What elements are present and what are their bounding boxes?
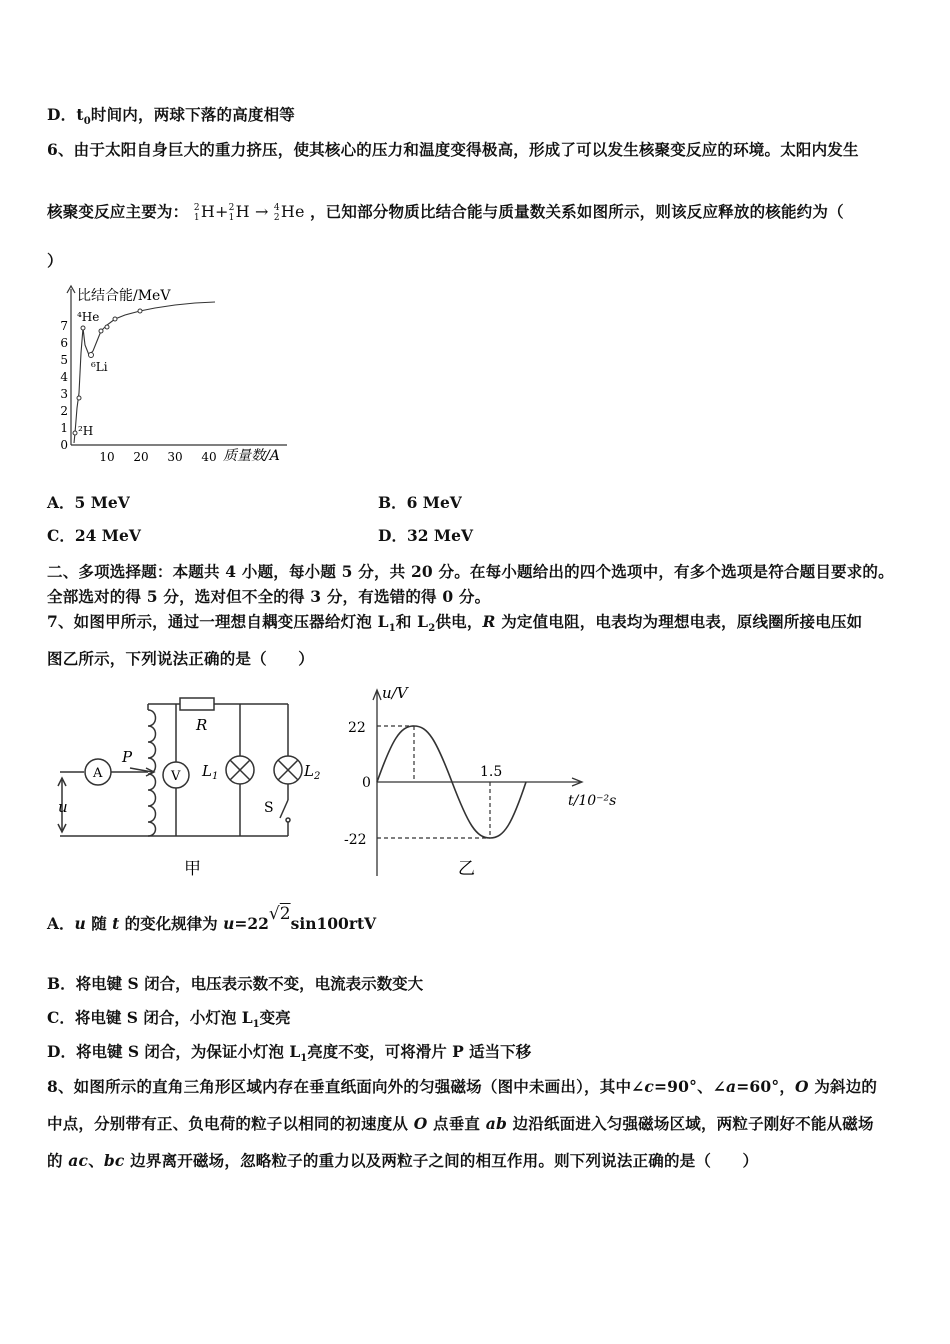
wave-v-pos: 22 xyxy=(348,720,366,736)
q6-option-d[interactable]: D．32 MeV xyxy=(378,526,473,545)
label-h: ²H xyxy=(78,424,94,438)
graph-ylabel: 比结合能/MeV xyxy=(77,288,171,304)
switch-icon xyxy=(280,800,288,818)
label-he: ⁴He xyxy=(77,310,100,324)
voltage-waveform xyxy=(340,680,620,890)
wave-t-mark: 1.5 xyxy=(480,764,503,780)
wave-caption: 乙 xyxy=(458,859,475,879)
xtick-20: 20 xyxy=(133,450,149,464)
wave-xlabel: t/10⁻²s xyxy=(568,793,617,809)
ytick-1: 1 xyxy=(60,421,68,435)
resistor-icon xyxy=(180,698,214,710)
label-li: ⁶Li xyxy=(91,360,108,374)
switch-label: S xyxy=(264,800,274,816)
q6-option-c[interactable]: C．24 MeV xyxy=(47,526,141,545)
ytick-0: 0 xyxy=(60,438,68,452)
xtick-30: 30 xyxy=(167,450,183,464)
resistor-label: R xyxy=(196,716,208,734)
q6-line3: ） xyxy=(47,251,63,270)
ammeter-label: A xyxy=(93,766,103,781)
ytick-4: 4 xyxy=(60,370,68,384)
l1-label: $L_1$ xyxy=(202,762,219,782)
xtick-40: 40 xyxy=(201,450,217,464)
circuit-diagram xyxy=(50,690,340,890)
section2-line1: 二、多项选择题：本题共 4 小题，每小题 5 分，共 20 分。在每小题给出的四个选项中，有多个选项是符合题目要求的。 xyxy=(47,562,894,581)
q7-line1: 7、如图甲所示，通过一理想自耦变压器给灯泡 $L_1$和 $L_2$供电，R 为定值电阻，电表均为理想电表，原线圈所接电压如 xyxy=(47,612,863,635)
q7-option-d[interactable]: D．将电键 S 闭合，为保证小灯泡 $L_1$亮度不变，可将滑片 P 适当下移 xyxy=(47,1042,532,1065)
wave-v-neg: -22 xyxy=(344,832,367,848)
point-h xyxy=(73,431,77,435)
voltmeter-label: V xyxy=(171,769,181,784)
section2-line2: 全部选对的得 5 分，选对但不全的得 3 分，有选错的得 0 分。 xyxy=(47,587,491,606)
q7-option-a[interactable]: A．u 随 t 的变化规律为 u=22√2sin100rtV xyxy=(47,904,377,933)
ytick-5: 5 xyxy=(60,353,68,367)
graph-xlabel: 质量数/A xyxy=(223,448,280,464)
ytick-6: 6 xyxy=(60,336,68,350)
point-li xyxy=(89,353,94,358)
q6-line2: 核聚变反应主要为： 2 1 H+ 2 1 H → 4 2 He ，已知部分物质比结合能与质量数关系如图所示，则该反应释放的核能约为（ xyxy=(47,202,844,223)
wave-zero: 0 xyxy=(362,775,371,791)
q7-option-b[interactable]: B．将电键 S 闭合，电压表示数不变，电流表示数变大 xyxy=(47,974,424,993)
ytick-3: 3 xyxy=(60,387,68,401)
q7-option-c[interactable]: C．将电键 S 闭合，小灯泡 $L_1$变亮 xyxy=(47,1008,291,1031)
prev-option-d: D．$t_0$时间内，两球下落的高度相等 xyxy=(47,105,295,128)
fusion-equation: 2 1 H+ 2 1 H → 4 2 He xyxy=(193,202,305,223)
slider-label: P xyxy=(122,748,133,766)
ytick-2: 2 xyxy=(60,404,68,418)
q6-option-a[interactable]: A．5 MeV xyxy=(47,493,130,512)
ytick-7: 7 xyxy=(60,319,68,333)
q8-line1: 8、如图所示的直角三角形区域内存在垂直纸面向外的匀强磁场（图中未画出），其中∠c=90°、∠a=60°，O 为斜边的 xyxy=(47,1077,878,1096)
circuit-caption: 甲 xyxy=(184,859,201,879)
q6-option-b[interactable]: B．6 MeV xyxy=(378,493,462,512)
wave-ylabel: u/V xyxy=(382,684,408,702)
binding-energy-graph xyxy=(55,283,295,468)
u-label: u xyxy=(58,798,68,816)
q8-line2: 中点，分别带有正、负电荷的粒子以相同的初速度从 O 点垂直 ab 边沿纸面进入匀强磁场区域，两粒子刚好不能从磁场 xyxy=(47,1114,874,1133)
q6-line1: 6、由于太阳自身巨大的重力挤压，使其核心的压力和温度变得极高，形成了可以发生核聚变反应的环境。太阳内发生 xyxy=(47,140,859,159)
q7-line2: 图乙所示，下列说法正确的是（ ） xyxy=(47,649,314,668)
q8-line3: 的 ac、bc 边界离开磁场，忽略粒子的重力以及两粒子之间的相互作用。则下列说法正确的是（ ） xyxy=(47,1151,759,1170)
l2-label: $L_2$ xyxy=(304,762,321,782)
xtick-10: 10 xyxy=(99,450,115,464)
point-he xyxy=(81,326,85,330)
